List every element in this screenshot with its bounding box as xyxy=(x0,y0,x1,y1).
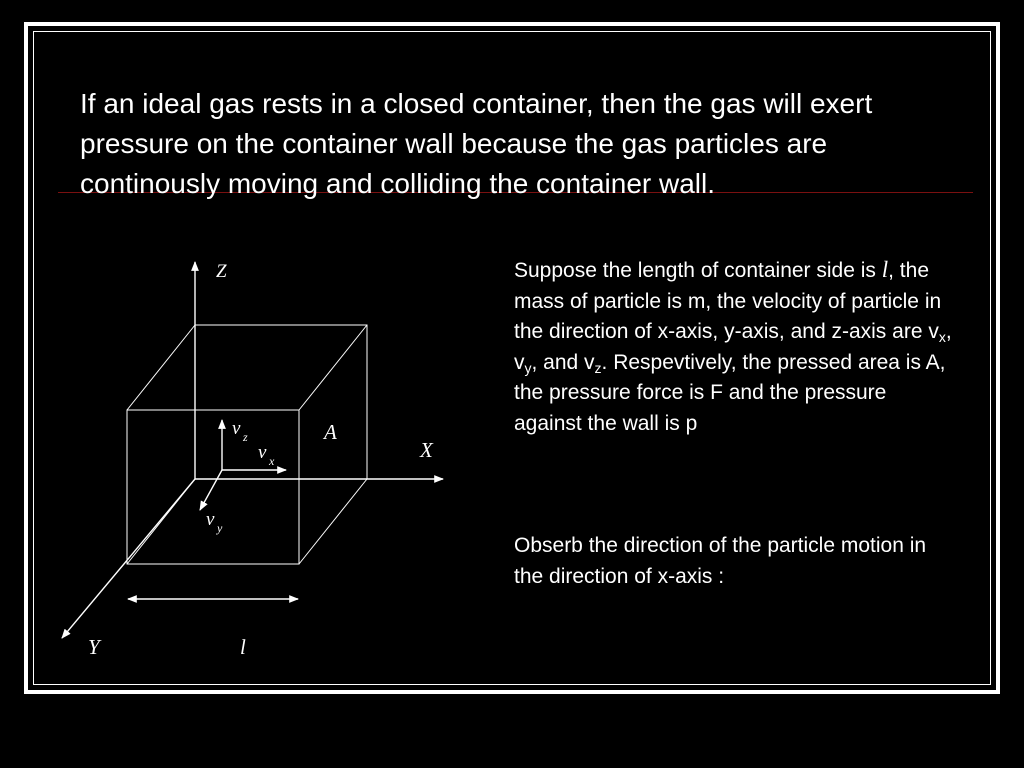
def-sub-z: z xyxy=(594,359,602,376)
observe-paragraph: Obserb the direction of the particle motion in the direction of x-axis : xyxy=(514,534,927,588)
vx-symbol: v xyxy=(258,442,267,463)
z-axis-label: Z xyxy=(216,261,227,282)
cube-edge xyxy=(299,479,367,564)
def-text-2: , the mass of particle is m, the velocity of particle in the direction of x-axis, y-axis, and z-axis are v xyxy=(514,259,942,343)
cube-back-face xyxy=(195,325,367,479)
area-label: A xyxy=(324,420,337,444)
def-length-symbol: l xyxy=(881,257,889,282)
x-axis-label: X xyxy=(420,438,433,462)
intro-paragraph: If an ideal gas rests in a closed container, then the gas will exert pressure on the container wall because the gas particles are continously moving and colliding the container wall. xyxy=(80,88,873,199)
vy-symbol: v xyxy=(206,509,215,530)
length-label: l xyxy=(240,635,246,659)
def-text-1: Suppose the length of container side is xyxy=(514,259,882,282)
y-axis-label: Y xyxy=(88,635,100,659)
def-text-3: , v xyxy=(514,320,952,374)
vz-subscript: z xyxy=(243,430,248,444)
vx-subscript: x xyxy=(269,454,275,468)
def-sub-y: y xyxy=(524,359,532,376)
vy-subscript: y xyxy=(217,521,223,535)
vz-symbol: v xyxy=(232,418,241,439)
cube-edge xyxy=(127,325,195,410)
y-axis-arrow xyxy=(62,479,195,638)
def-text-5: . Respevtively, the pressed area is A, the pressure force is F and the pressure against the wall is p xyxy=(514,350,946,435)
vy-arrow xyxy=(200,470,222,510)
cube-edge xyxy=(299,325,367,410)
def-sub-x: x xyxy=(938,329,946,345)
def-text-4: , and v xyxy=(531,350,595,374)
